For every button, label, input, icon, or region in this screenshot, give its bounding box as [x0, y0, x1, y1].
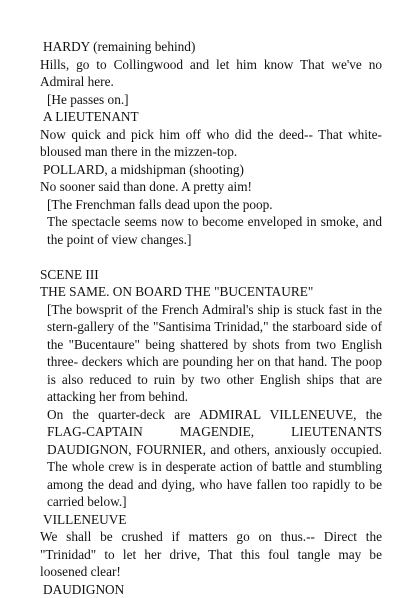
speech-pollard: No sooner said than done. A pretty aim! [40, 178, 382, 196]
speaker-name-lieutenant: A LIEUTENANT [40, 108, 382, 126]
speech-lieutenant: Now quick and pick him off who did the deed-- That white-bloused man there in the mizzen-top. [40, 126, 382, 161]
speech-hardy: Hills, go to Collingwood and let him know That we've no Admiral here. [40, 56, 382, 91]
section-spacer [40, 248, 382, 266]
stage-direction-passes-on: [He passes on.] [40, 91, 382, 109]
speaker-name-hardy: HARDY (remaining behind) [40, 38, 382, 56]
stage-direction-frenchman-falls: [The Frenchman falls dead upon the poop. [40, 196, 382, 214]
speech-villeneuve: We shall be crushed if matters go on thus.-- Direct the "Trinidad" to let her drive, That this foul tangle may be loosened clear! [40, 528, 382, 581]
scene-setting: THE SAME. ON BOARD THE "BUCENTAURE" [40, 283, 382, 301]
stage-direction-quarter-deck: On the quarter-deck are ADMIRAL VILLENEUVE, the FLAG-CAPTAIN MAGENDIE, LIEUTENANTS DAUDIGNON, FOURNIER, and others, anxiously occupied. The whole crew is in desperate action of battle and stumbling among the dead and dying, who have fallen too rapidly to be carried below.] [40, 406, 382, 511]
stage-direction-bowsprit: [The bowsprit of the French Admiral's ship is stuck fast in the stern-gallery of the "Santisima Trinidad," the starboard side of the "Bucentaure" being shattered by shots from two English three- deckers which are pounding her on that hand. The poop is also reduced to ruin by two other English ships that are attacking her from behind. [40, 301, 382, 406]
document-page [40, 38, 382, 598]
speaker-name-pollard: POLLARD, a midshipman (shooting) [40, 161, 382, 179]
stage-direction-smoke: The spectacle seems now to become enveloped in smoke, and the point of view changes.] [40, 213, 382, 248]
scene-heading: SCENE III [40, 266, 382, 284]
speaker-name-villeneuve: VILLENEUVE [40, 511, 382, 529]
speaker-name-daudignon: DAUDIGNON [40, 581, 382, 598]
